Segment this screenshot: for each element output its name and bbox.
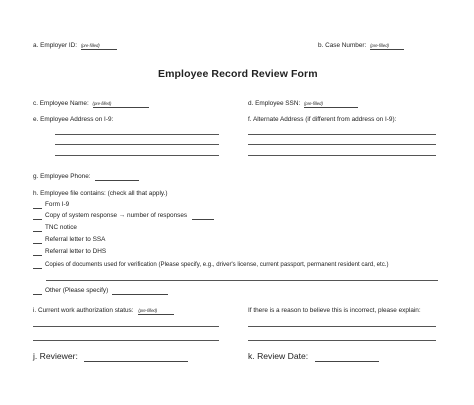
employee-name-label: c. Employee Name: xyxy=(33,100,89,107)
employee-address-line-1[interactable] xyxy=(55,134,219,135)
checkbox-line[interactable] xyxy=(33,213,42,220)
reviewer-input[interactable] xyxy=(84,352,188,362)
case-number-field xyxy=(318,43,404,50)
review-date-field xyxy=(248,352,379,362)
employee-ssn-value: (pre-filled) xyxy=(304,101,323,106)
checkbox-line[interactable] xyxy=(33,249,42,256)
employee-ssn-input[interactable] xyxy=(304,101,358,108)
alternate-address-label: f. Alternate Address (if different from address on I-9): xyxy=(248,116,397,123)
checklist-item xyxy=(33,225,77,232)
checkbox-line[interactable] xyxy=(33,202,42,209)
employee-phone-field xyxy=(33,174,139,181)
employee-phone-label: g. Employee Phone: xyxy=(33,173,91,180)
employer-id-input[interactable] xyxy=(81,43,117,50)
employer-id-field xyxy=(33,43,117,50)
checklist-item-label: Form I-9 xyxy=(45,201,70,208)
employer-id-label: a. Employer ID: xyxy=(33,42,78,49)
alternate-address-line-3[interactable] xyxy=(248,155,436,156)
employee-ssn-field xyxy=(248,101,358,108)
checkbox-line[interactable] xyxy=(33,225,42,232)
review-date-input[interactable] xyxy=(315,352,379,362)
reason-line-1[interactable] xyxy=(248,326,436,327)
employee-name-value: (pre-filled) xyxy=(92,101,112,106)
checklist-item-label: Other (Please specify) xyxy=(45,287,109,294)
employer-id-value: (pre-filled) xyxy=(80,43,100,48)
checklist-item xyxy=(33,237,105,244)
alternate-address-line-2[interactable] xyxy=(248,144,436,145)
checklist-item-label: Copy of system response → number of responses xyxy=(45,212,188,219)
checklist-item-label: TNC notice xyxy=(45,224,77,231)
file-contains-label: h. Employee file contains: (check all that apply.) xyxy=(33,190,168,197)
status-line-1[interactable] xyxy=(33,326,219,327)
employee-name-field xyxy=(33,101,149,108)
checklist-item xyxy=(33,249,106,256)
checklist-item xyxy=(33,288,168,295)
current-status-field xyxy=(33,308,174,315)
review-date-label: k. Review Date: xyxy=(248,351,309,361)
case-number-input[interactable] xyxy=(370,43,404,50)
number-of-responses-input[interactable] xyxy=(192,213,214,220)
current-status-value: (pre-filled) xyxy=(138,308,158,313)
reviewer-label: j. Reviewer: xyxy=(33,351,78,361)
checkbox-line[interactable] xyxy=(33,262,42,269)
documents-specify-line[interactable] xyxy=(46,280,438,281)
checklist-item-label: Referral letter to DHS xyxy=(45,248,107,255)
checklist-item xyxy=(33,213,214,220)
alternate-address-line-1[interactable] xyxy=(248,134,436,135)
employee-address-line-3[interactable] xyxy=(55,155,219,156)
employee-address-line-2[interactable] xyxy=(55,144,219,145)
checklist-item xyxy=(33,262,388,269)
checklist-item-label: Copies of documents used for verification (Please specify, e.g., driver's license, current passport, permanent resident card, etc.) xyxy=(45,261,389,268)
case-number-value: (pre-filled) xyxy=(370,43,389,48)
employee-phone-input[interactable] xyxy=(95,174,139,181)
employee-address-label: e. Employee Address on I-9: xyxy=(33,116,114,123)
checkbox-line[interactable] xyxy=(33,237,42,244)
employee-name-input[interactable] xyxy=(93,101,149,108)
case-number-label: b. Case Number: xyxy=(318,42,367,49)
checklist-item xyxy=(33,202,69,209)
form-title: Employee Record Review Form xyxy=(158,68,318,80)
reason-label: If there is a reason to believe this is incorrect, please explain: xyxy=(248,307,421,314)
other-specify-input[interactable] xyxy=(112,288,168,295)
checkbox-line[interactable] xyxy=(33,288,42,295)
checklist-item-label: Referral letter to SSA xyxy=(45,236,106,243)
current-status-input[interactable] xyxy=(138,308,174,315)
employee-ssn-label: d. Employee SSN: xyxy=(248,100,301,107)
reason-line-2[interactable] xyxy=(248,340,436,341)
status-line-2[interactable] xyxy=(33,340,219,341)
reviewer-field xyxy=(33,352,188,362)
current-status-label: i. Current work authorization status: xyxy=(33,307,134,314)
